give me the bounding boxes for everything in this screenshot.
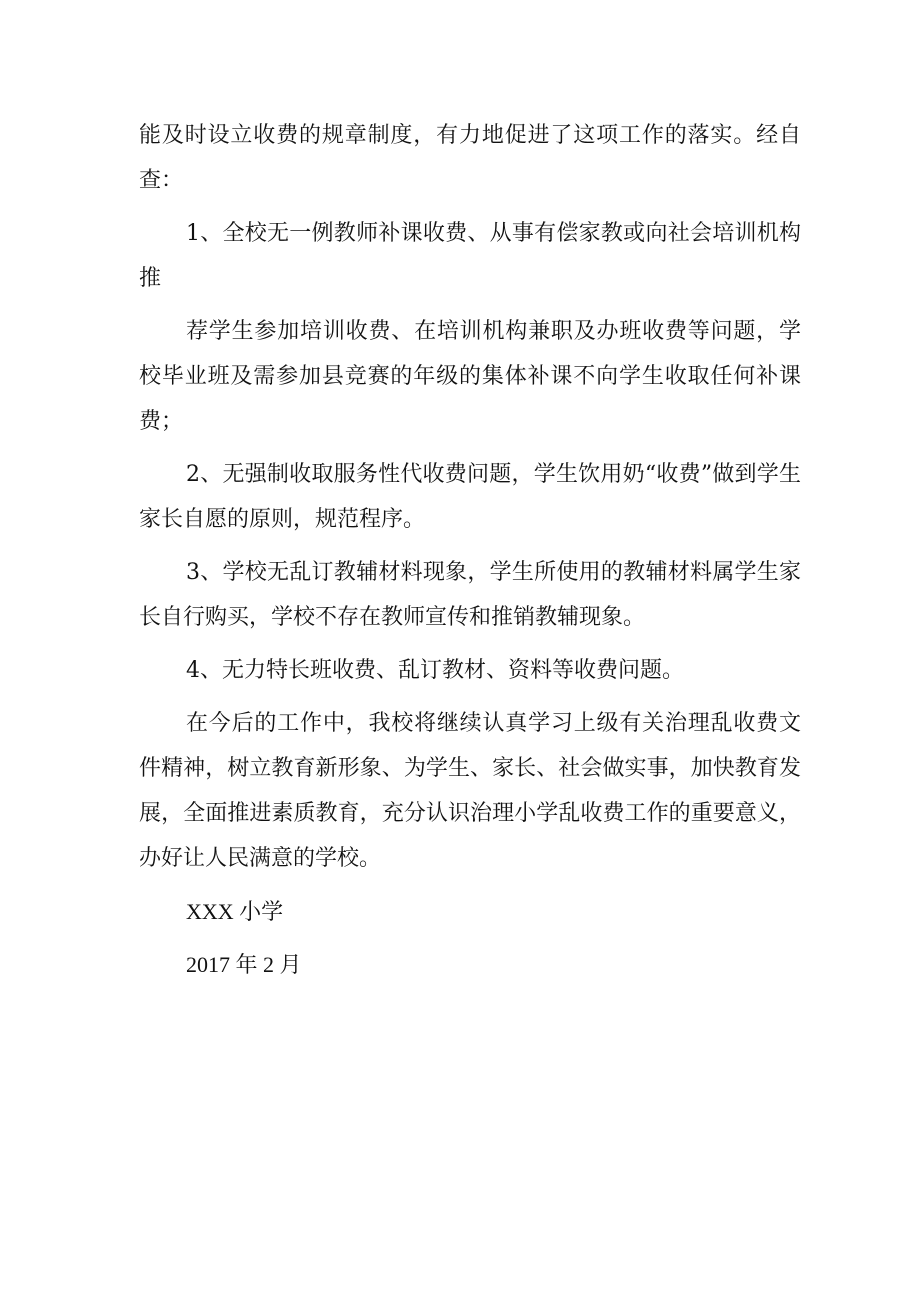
paragraph-item-4: 4、无力特长班收费、乱订教材、资料等收费问题。 <box>186 658 684 683</box>
paragraph-item-1-continued: 荐学生参加培训收费、在培训机构兼职及办班收费等问题，学校毕业班及需参加县竞赛的年级的集体补课不向学生收取任何补课费； <box>139 319 801 434</box>
paragraph-conclusion: 在今后的工作中，我校将继续认真学习上级有关治理乱收费文件精神，树立教育新形象、为学生、家长、社会做实事，加快教育发展，全面推进素质教育，充分认识治理小学乱收费工作的重要意义，办好让人民满意的学校。 <box>139 711 801 871</box>
document-body <box>139 113 801 995</box>
signature-school: XXX 小学 <box>186 899 284 924</box>
paragraph-continuation: 能及时设立收费的规章制度，有力地促进了这项工作的落实。经自查： <box>139 123 801 193</box>
signature-date: 2017 年 2 月 <box>186 952 302 977</box>
paragraph-item-3: 3、学校无乱订教辅材料现象，学生所使用的教辅材料属学生家长自行购买，学校不存在教师宣传和推销教辅现象。 <box>139 560 801 630</box>
paragraph-item-2: 2、无强制收取服务性代收费问题，学生饮用奶“收费”做到学生家长自愿的原则，规范程序。 <box>139 462 801 532</box>
paragraph-item-1: 1、全校无一例教师补课收费、从事有偿家教或向社会培训机构推 <box>139 221 801 291</box>
